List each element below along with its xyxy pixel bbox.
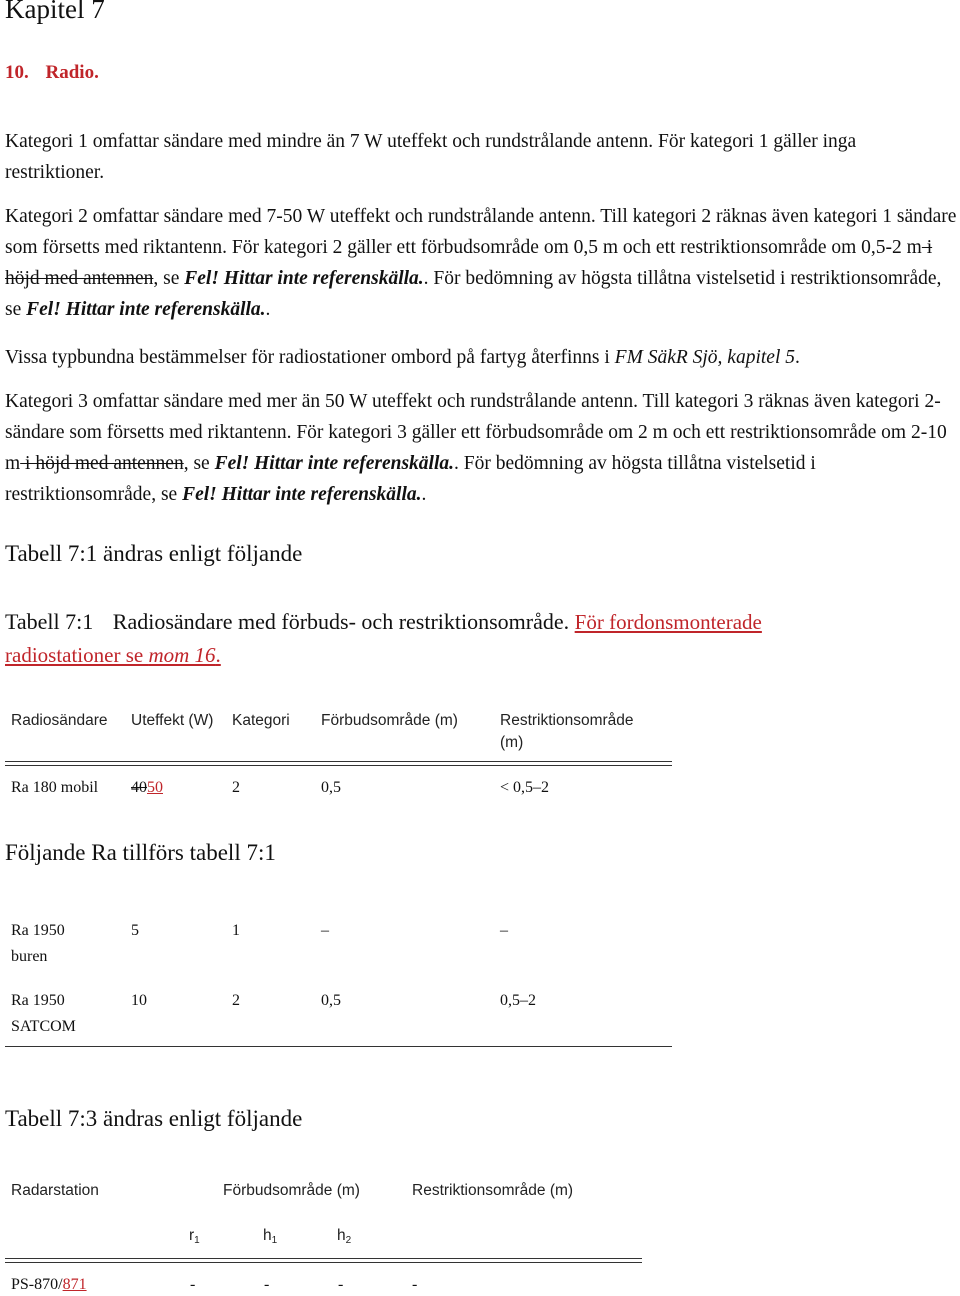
deleted-text: i höjd med antennen xyxy=(5,237,933,289)
heading-add-ra: Följande Ra tillförs tabell 7:1 xyxy=(5,840,276,865)
caption-link-part1[interactable]: För fordonsmonterade xyxy=(574,610,762,634)
deleted-text: i höjd med antennen xyxy=(20,453,184,474)
heading-tabell-71-change: Tabell 7:1 ändras enligt följande xyxy=(5,541,303,566)
table-row-restriktion: 0,5–2 xyxy=(500,992,536,1009)
reference-error: Fel! Hittar inte referenskälla. xyxy=(184,268,424,289)
table-row-restriktion: - xyxy=(412,1276,418,1293)
text: . För bedömning av högsta tillåtna vistelsetid i restriktionsområde, se xyxy=(5,453,816,505)
table71-caption-line2 xyxy=(5,643,221,668)
section-heading xyxy=(5,62,99,84)
table-row-h1: - xyxy=(264,1276,270,1293)
table-row-r1: - xyxy=(190,1276,196,1293)
subscript: 2 xyxy=(345,1235,352,1246)
table-row-name-line2: buren xyxy=(11,948,48,965)
table-row-h2: - xyxy=(338,1276,344,1293)
table-row-name-line2: SATCOM xyxy=(11,1018,76,1035)
chapter-title: Kapitel 7 xyxy=(5,0,105,24)
heading-tabell-73-change: Tabell 7:3 ändras enligt följande xyxy=(5,1106,303,1131)
col-header-restriktionsomrade: Restriktionsområde (m) xyxy=(412,1182,574,1199)
text: Kategori 2 omfattar sändare med 7-50 W uteffekt och rundstrålande antenn. Till kategori 2 räknas även kategori 1 sändare som försetts med riktantenn. För kategori 2 gäller ett förbudsområde om 0,5 m och ett restriktionsområde om 0,5-2 m xyxy=(5,206,957,258)
col-header-forbudsomrade: Förbudsområde (m) xyxy=(321,712,458,729)
reference-error: Fel! Hittar inte referenskälla. xyxy=(26,299,266,320)
paragraph-kategori-3 xyxy=(5,386,960,510)
col-header-radarstation: Radarstation xyxy=(11,1182,99,1199)
caption-title: Radiosändare med förbuds- och restriktionsområde. xyxy=(112,609,570,634)
table-row-forbud: 0,5 xyxy=(321,779,341,796)
table-row-forbud: – xyxy=(321,922,329,939)
caption-link-mom[interactable]: mom 16 xyxy=(148,643,216,667)
col-header-radiosandare: Radiosändare xyxy=(11,712,108,729)
sub-header-r: r xyxy=(189,1227,195,1244)
table-row-name: Ra 1950 xyxy=(11,922,65,939)
text: Vissa typbundna bestämmelser för radiostationer ombord på fartyg återfinns i xyxy=(5,347,615,368)
table-row-name xyxy=(11,1276,87,1294)
table-row-forbud: 0,5 xyxy=(321,992,341,1009)
col-header-kategori: Kategori xyxy=(232,712,290,729)
caption-link-part2[interactable]: radiostationer se xyxy=(5,643,149,667)
old-value: 40 xyxy=(131,779,147,796)
sub-header-r1 xyxy=(189,1227,200,1246)
table71-header-rule xyxy=(5,761,672,766)
table-row-name: Ra 180 mobil xyxy=(11,779,99,796)
new-value: 871 xyxy=(62,1276,87,1293)
table-row-category: 1 xyxy=(232,922,240,939)
subscript: 1 xyxy=(194,1235,200,1246)
col-header-forbudsomrade: Förbudsområde (m) xyxy=(223,1182,360,1199)
text: . xyxy=(421,484,427,505)
text: , se xyxy=(183,453,215,474)
col-header-restriktionsomrade-unit: (m) xyxy=(500,734,524,751)
paragraph-typbundna xyxy=(5,342,960,373)
section-title: Radio. xyxy=(45,62,99,83)
sub-header-h: h xyxy=(337,1227,346,1244)
paragraph-kategori-2 xyxy=(5,201,960,325)
reference-error: Fel! Hittar inte referenskälla. xyxy=(182,484,422,505)
text: , se xyxy=(153,268,185,289)
table-row-power xyxy=(131,779,163,797)
text: Kategori 3 omfattar sändare med mer än 50 W uteffekt och rundstrålande antenn. Till kategori 3 räknas även kategori 2-sändare som försetts med riktantenn. För kategori 3 gäller ett förbudsområde om 2 m och ett restriktionsområde om 2-10 m xyxy=(5,391,947,474)
col-header-uteffekt: Uteffekt (W) xyxy=(131,712,214,729)
text: . xyxy=(795,347,800,368)
sub-header-h: h xyxy=(263,1227,272,1244)
table-row-category: 2 xyxy=(232,992,240,1009)
table-row-restriktion: < 0,5–2 xyxy=(500,779,550,796)
text: . xyxy=(265,299,271,320)
reference-italic: FM SäkR Sjö, kapitel 5 xyxy=(614,347,795,368)
caption-link-dot[interactable]: . xyxy=(215,643,221,667)
table-bottom-rule xyxy=(5,1046,672,1047)
table73-header-rule xyxy=(5,1258,642,1263)
table71-caption xyxy=(5,609,762,635)
table-row-name: Ra 1950 xyxy=(11,992,65,1009)
paragraph-kategori-1: Kategori 1 omfattar sändare med mindre än 7 W uteffekt och rundstrålande antenn. För kategori 1 gäller inga restriktioner. xyxy=(5,131,857,183)
table-row-restriktion: – xyxy=(500,922,508,939)
section-number: 10. xyxy=(5,62,29,83)
sub-header-h2 xyxy=(337,1227,351,1246)
caption-label: Tabell 7:1 xyxy=(5,609,94,634)
col-header-restriktionsomrade: Restriktionsområde xyxy=(500,712,634,729)
table-row-power: 5 xyxy=(131,922,139,939)
new-value: 50 xyxy=(147,779,163,796)
reference-error: Fel! Hittar inte referenskälla. xyxy=(214,453,455,474)
sub-header-h1 xyxy=(263,1227,277,1246)
subscript: 1 xyxy=(271,1235,278,1246)
table-row-category: 2 xyxy=(232,779,240,796)
text: . För bedömning av högsta tillåtna vistelsetid i restriktionsområde, se xyxy=(5,268,942,320)
table-row-power: 10 xyxy=(131,992,147,1009)
old-value: PS-870/ xyxy=(11,1276,63,1293)
